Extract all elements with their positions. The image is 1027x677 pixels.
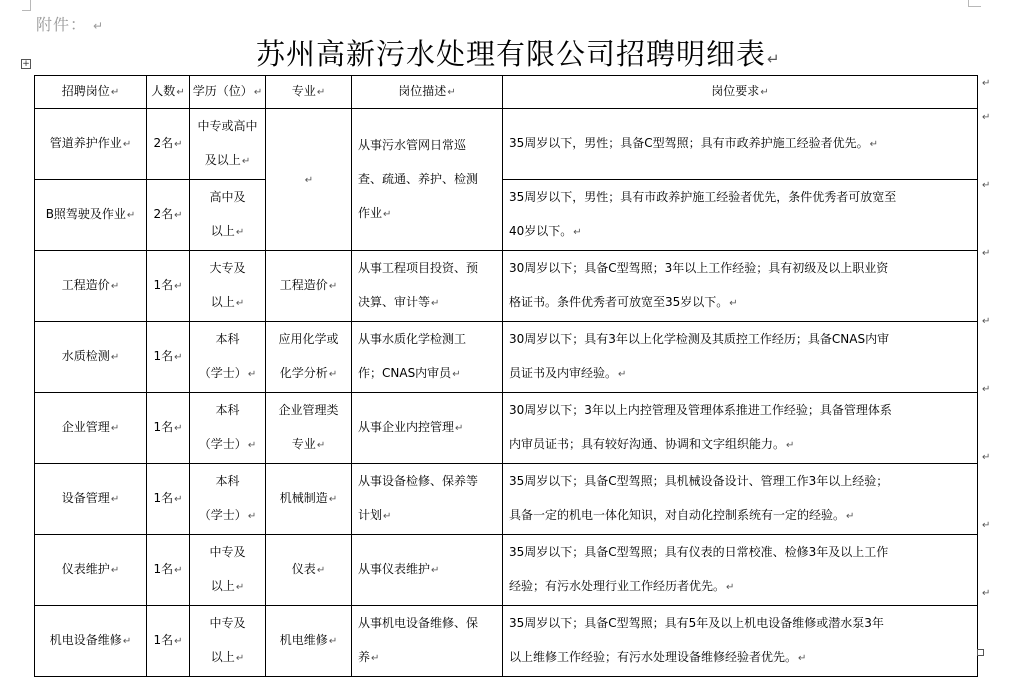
cell-position[interactable]: 工程造价↵ bbox=[35, 251, 147, 322]
header-cell-requirement[interactable]: 岗位要求↵ bbox=[503, 76, 978, 109]
cell-position[interactable]: B照驾驶及作业↵ bbox=[35, 180, 147, 251]
cell-major[interactable]: 仪表↵ bbox=[266, 535, 352, 606]
cell-education[interactable]: 中专或高中 及以上↵ bbox=[190, 109, 266, 180]
table-move-handle-icon[interactable]: + bbox=[22, 59, 30, 69]
cell-education[interactable]: 本科 （学士）↵ bbox=[190, 393, 266, 464]
cell-count[interactable]: 1名↵ bbox=[147, 322, 190, 393]
cell-count[interactable]: 2名↵ bbox=[147, 109, 190, 180]
cell-position[interactable]: 企业管理↵ bbox=[35, 393, 147, 464]
row-end-mark: ↵ bbox=[982, 112, 991, 123]
cell-requirement[interactable]: 30周岁以下；具备C型驾照；3年以上工作经验；具有初级及以上职业资 格证书。条件优秀者可放宽至35岁以下。↵ bbox=[503, 251, 978, 322]
cell-major[interactable]: 机械制造↵ bbox=[266, 464, 352, 535]
cell-major[interactable]: 工程造价↵ bbox=[266, 251, 352, 322]
row-end-mark: ↵ bbox=[982, 384, 991, 395]
header-cell-position[interactable]: 招聘岗位↵ bbox=[35, 76, 147, 109]
header-cell-description[interactable]: 岗位描述↵ bbox=[352, 76, 503, 109]
cell-education[interactable]: 高中及 以上↵ bbox=[190, 180, 266, 251]
cell-requirement[interactable]: 35周岁以下；具备C型驾照；具有5年及以上机电设备维修或潜水泵3年 以上维修工作经验；有污水处理设备维修经验者优先。↵ bbox=[503, 606, 978, 677]
cell-position[interactable]: 仪表维护↵ bbox=[35, 535, 147, 606]
cell-requirement[interactable]: 35周岁以下；具备C型驾照；具有仪表的日常校准、检修3年及以上工作 经验；有污水处理行业工作经历者优先。↵ bbox=[503, 535, 978, 606]
cell-major[interactable]: 企业管理类 专业↵ bbox=[266, 393, 352, 464]
row-end-mark: ↵ bbox=[982, 520, 991, 531]
cell-requirement[interactable]: 35周岁以下，男性；具有市政养护施工经验者优先，条件优秀者可放宽至 40岁以下。↵ bbox=[503, 180, 978, 251]
cell-major[interactable]: 应用化学或 化学分析↵ bbox=[266, 322, 352, 393]
page-corner-mark-left bbox=[22, 0, 31, 11]
cell-education[interactable]: 中专及 以上↵ bbox=[190, 535, 266, 606]
cell-count[interactable]: 1名↵ bbox=[147, 464, 190, 535]
attachment-label: 附件： ↵ bbox=[36, 15, 105, 34]
paragraph-mark: ↵ bbox=[93, 19, 105, 33]
cell-position[interactable]: 设备管理↵ bbox=[35, 464, 147, 535]
cell-description-merged[interactable]: 从事污水管网日常巡 查、疏通、养护、检测 作业↵ bbox=[352, 109, 503, 251]
cell-requirement[interactable]: 30周岁以下；3年以上内控管理及管理体系推进工作经验；具备管理体系 内审员证书；具有较好沟通、协调和文字组织能力。↵ bbox=[503, 393, 978, 464]
cell-requirement[interactable]: 30周岁以下；具有3年以上化学检测及其质控工作经历；具备CNAS内审 员证书及内审经验。↵ bbox=[503, 322, 978, 393]
table-header-row bbox=[35, 76, 978, 109]
row-end-mark: ↵ bbox=[982, 452, 991, 463]
header-cell-count[interactable]: 人数↵ bbox=[147, 76, 190, 109]
table-row bbox=[35, 180, 978, 251]
cell-education[interactable]: 中专及 以上↵ bbox=[190, 606, 266, 677]
cell-requirement[interactable]: 35周岁以下；具备C型驾照；具机械设备设计、管理工作3年以上经验； 具备一定的机电一体化知识，对自动化控制系统有一定的经验。↵ bbox=[503, 464, 978, 535]
cell-position[interactable]: 管道养护作业↵ bbox=[35, 109, 147, 180]
cell-description[interactable]: 从事机电设备维修、保 养↵ bbox=[352, 606, 503, 677]
cell-education[interactable]: 本科 （学士）↵ bbox=[190, 322, 266, 393]
cell-count[interactable]: 1名↵ bbox=[147, 606, 190, 677]
cell-position[interactable]: 机电设备维修↵ bbox=[35, 606, 147, 677]
cell-education[interactable]: 大专及 以上↵ bbox=[190, 251, 266, 322]
cell-education[interactable]: 本科 （学士）↵ bbox=[190, 464, 266, 535]
table-row bbox=[35, 322, 978, 393]
header-cell-education[interactable]: 学历（位）↵ bbox=[190, 76, 266, 109]
table-row bbox=[35, 606, 978, 677]
document-title: 苏州高新污水处理有限公司招聘明细表↵ bbox=[256, 37, 781, 71]
cell-count[interactable]: 1名↵ bbox=[147, 393, 190, 464]
recruitment-table bbox=[34, 75, 978, 677]
row-end-mark: ↵ bbox=[982, 316, 991, 327]
cell-count[interactable]: 1名↵ bbox=[147, 251, 190, 322]
table-row bbox=[35, 393, 978, 464]
table-row bbox=[35, 464, 978, 535]
table-resize-handle[interactable] bbox=[977, 649, 984, 656]
header-cell-major[interactable]: 专业↵ bbox=[266, 76, 352, 109]
cell-major-merged[interactable]: ↵ bbox=[266, 109, 352, 251]
table-row bbox=[35, 109, 978, 180]
cell-major[interactable]: 机电维修↵ bbox=[266, 606, 352, 677]
row-end-mark: ↵ bbox=[982, 180, 991, 191]
row-end-mark: ↵ bbox=[982, 248, 991, 259]
paragraph-mark: ↵ bbox=[767, 50, 781, 68]
table-row bbox=[35, 251, 978, 322]
cell-requirement[interactable]: 35周岁以下，男性；具备C型驾照；具有市政养护施工经验者优先。↵ bbox=[503, 109, 978, 180]
cell-description[interactable]: 从事仪表维护↵ bbox=[352, 535, 503, 606]
cell-count[interactable]: 2名↵ bbox=[147, 180, 190, 251]
cell-description[interactable]: 从事工程项目投资、预 决算、审计等↵ bbox=[352, 251, 503, 322]
row-end-mark: ↵ bbox=[982, 588, 991, 599]
cell-count[interactable]: 1名↵ bbox=[147, 535, 190, 606]
row-end-mark: ↵ bbox=[982, 78, 991, 89]
cell-position[interactable]: 水质检测↵ bbox=[35, 322, 147, 393]
cell-description[interactable]: 从事设备检修、保养等 计划↵ bbox=[352, 464, 503, 535]
page-corner-mark-right bbox=[968, 0, 981, 7]
cell-description[interactable]: 从事水质化学检测工 作；CNAS内审员↵ bbox=[352, 322, 503, 393]
table-row bbox=[35, 535, 978, 606]
cell-description[interactable]: 从事企业内控管理↵ bbox=[352, 393, 503, 464]
